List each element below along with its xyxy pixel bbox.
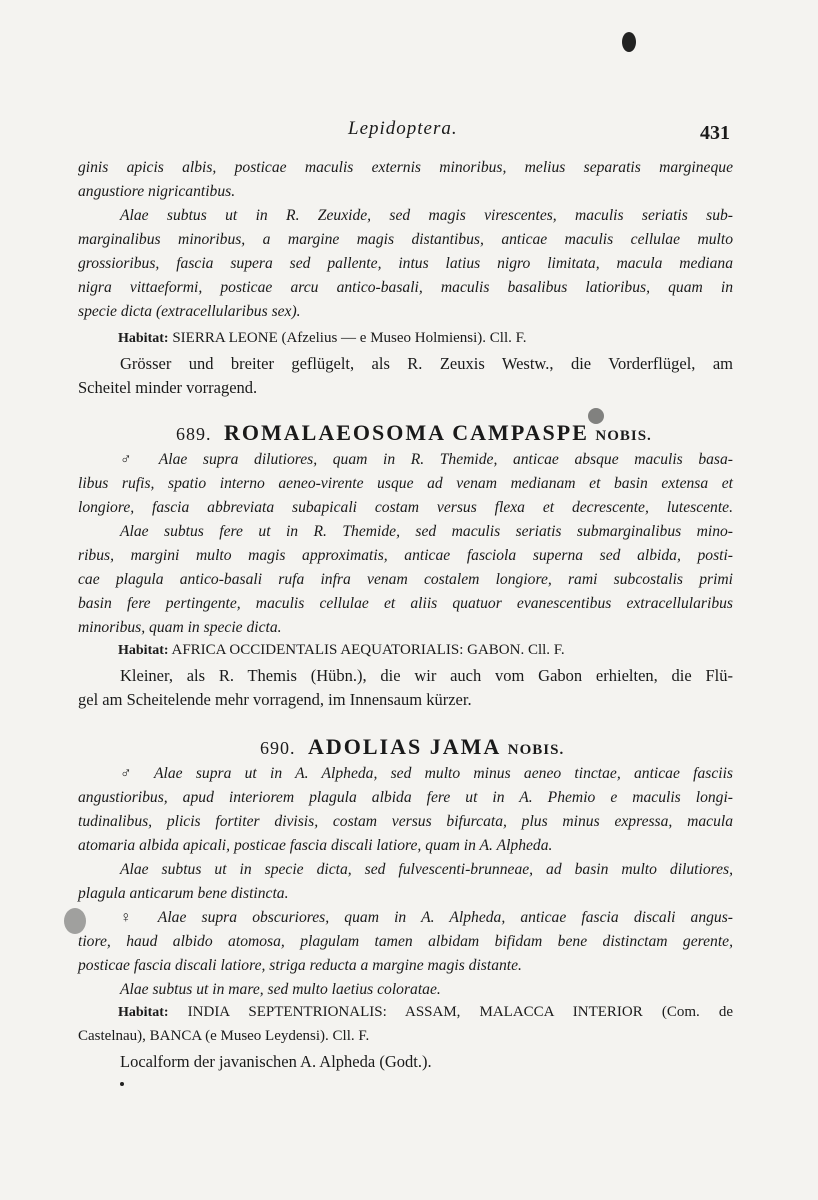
text-line: minoribus, quam in specie dicta. bbox=[78, 619, 282, 636]
text-line: posticae fascia discali latiore, striga reducta a margine magis distante. bbox=[78, 957, 522, 974]
text-line: angustiore nigricantibus. bbox=[78, 183, 236, 200]
text-line: Alae subtus ut in mare, sed multo laetius coloratae. bbox=[120, 981, 441, 998]
text-line: specie dicta (extracellularibus sex). bbox=[78, 303, 301, 320]
species-description bbox=[78, 448, 733, 640]
text-line: marginalibus minoribus, a margine magis distantibus, anticae maculis cellulae multo bbox=[78, 231, 733, 248]
text-line: Kleiner, als R. Themis (Hübn.), die wir auch vom Gabon erhielten, die Flü- bbox=[120, 666, 733, 685]
text-line: Localform der javanischen A. Alpheda (Godt.). bbox=[120, 1052, 432, 1071]
text-line: Scheitel minder vorragend. bbox=[78, 378, 258, 397]
text-line: atomaria albida apicali, posticae fascia discali latiore, quam in A. Alpheda. bbox=[78, 837, 553, 854]
text-line: ♂ Alae supra ut in A. Alpheda, sed multo minus aeneo tinctae, anticae fasciis bbox=[120, 765, 733, 782]
text-line: tiore, haud albido atomosa, plagulam tamen albidam bifidam bene distinctam gerente, bbox=[78, 933, 733, 950]
text-line: Alae subtus ut in specie dicta, sed fulvescenti-brunneae, ad basin multo dilutiores, bbox=[120, 861, 733, 878]
habitat-text: SIERRA LEONE (Afzelius — e Museo Holmiensi). Cll. F. bbox=[172, 330, 527, 346]
habitat-text: INDIA SEPTENTRIONALIS: ASSAM, MALACCA INTERIOR (Com. de bbox=[187, 1004, 733, 1020]
text-line: longiore, fascia abbreviata subapicali costam versus flexa et decrescente, lutescente. bbox=[78, 499, 733, 516]
species-number: 689. bbox=[176, 424, 212, 444]
remark-paragraph bbox=[78, 664, 733, 712]
habitat-text: AFRICA OCCIDENTALIS AEQUATORIALIS: GABON. Cll. F. bbox=[171, 642, 565, 658]
text-line: tudinalibus, plicis fortiter divisis, costam versus bifurcata, plus minus expressa, macula bbox=[78, 813, 733, 830]
text-line: nigra vittaeformi, posticae arcu antico-basali, maculis basalibus latioribus, quam in bbox=[78, 279, 733, 296]
continued-description bbox=[78, 156, 733, 324]
text-line: Alae subtus fere ut in R. Themide, sed maculis seriatis submarginalibus mino- bbox=[120, 523, 733, 540]
remark-paragraph bbox=[78, 1050, 733, 1074]
text-line: cae plagula antico-basali rufa infra venam costalem longiore, rami subcostalis primi bbox=[78, 571, 733, 588]
species-author: NOBIS. bbox=[595, 428, 652, 444]
species-heading bbox=[260, 734, 564, 760]
text-line: gel am Scheitelende mehr vorragend, im Innensaum kürzer. bbox=[78, 690, 472, 709]
species-description bbox=[78, 762, 733, 1002]
habitat-label: Habitat: bbox=[118, 1005, 169, 1020]
text-line: ♂ Alae supra dilutiores, quam in R. Themide, anticae absque maculis basa- bbox=[120, 451, 733, 468]
running-head: Lepidoptera. bbox=[348, 118, 458, 139]
habitat-line bbox=[78, 1000, 733, 1025]
text-line: angustioribus, apud interiorem plagula albida fere ut in A. Phemio e maculis longi- bbox=[78, 789, 733, 806]
species-name: ROMALAEOSOMA CAMPASPE bbox=[224, 420, 589, 445]
habitat-line bbox=[78, 326, 733, 351]
habitat-line-1 bbox=[118, 1000, 733, 1025]
ink-blot bbox=[622, 32, 636, 52]
species-number: 690. bbox=[260, 738, 296, 758]
habitat-label: Habitat: bbox=[118, 643, 169, 658]
remark-paragraph bbox=[78, 352, 733, 400]
text-line: ginis apicis albis, posticae maculis externis minoribus, melius separatis margineque bbox=[78, 159, 733, 176]
text-line: ♀ Alae supra obscuriores, quam in A. Alpheda, anticae fascia discali angus- bbox=[120, 909, 733, 926]
page-number: 431 bbox=[700, 122, 730, 144]
species-author: NOBIS. bbox=[507, 742, 565, 758]
margin-dot bbox=[120, 1082, 124, 1086]
text-line: plagula anticarum bene distincta. bbox=[78, 885, 289, 902]
text-line: Grösser und breiter geflügelt, als R. Zeuxis Westw., die Vorderflügel, am bbox=[120, 354, 733, 373]
species-name: ADOLIAS JAMA bbox=[308, 734, 502, 759]
habitat-text: Castelnau), BANCA (e Museo Leydensi). Cll. F. bbox=[78, 1028, 370, 1044]
text-line: grossioribus, fascia supera sed pallente, intus latius nigro limitata, macula mediana bbox=[78, 255, 733, 272]
habitat-line bbox=[78, 638, 733, 663]
text-line: ribus, margini multo magis approximatis, anticae fasciola superna sed albida, posti- bbox=[78, 547, 733, 564]
habitat-label: Habitat: bbox=[118, 331, 169, 346]
text-line: libus rufis, spatio interno aeneo-virente usque ad venam medianam et basin extensa et bbox=[78, 475, 733, 492]
text-line: Alae subtus ut in R. Zeuxide, sed magis virescentes, maculis seriatis sub- bbox=[120, 207, 733, 224]
species-heading bbox=[176, 420, 652, 446]
habitat-line-2 bbox=[78, 1024, 733, 1048]
text-line: basin fere pertingente, maculis cellulae et aliis quatuor evanescentibus extracellularibus bbox=[78, 595, 733, 612]
